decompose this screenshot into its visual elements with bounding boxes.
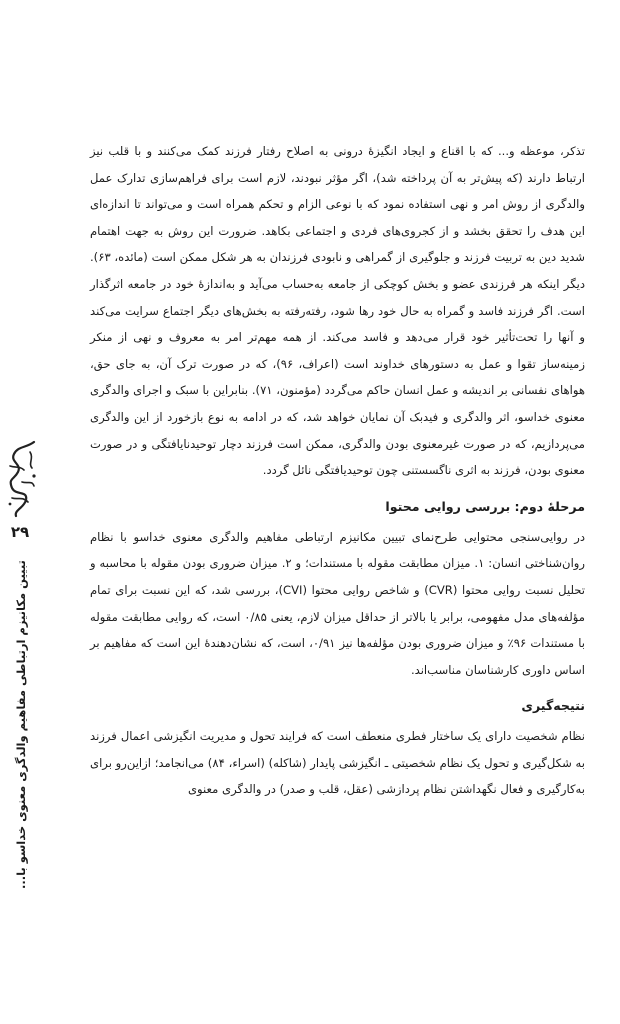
paragraph-content-validity: در روایی‌سنجی محتوایی طرح‌نمای تبیین مکانیزم ارتباطی مفاهیم والدگری معنوی خداسو با نظام روان‌شناختی انسان: ۱. میزان مطابقت مقوله با مستندات؛ و ۲. میزان ضروری بودن مقوله با محاسبه و تحلیل نسبت روایی محتوا (CVR) و شاخص روایی محتوا (CVI)، بررسی شد، که این نسبت برای تمام مؤلفه‌های مدل مفهومی، برابر یا بالاتر از حداقل میزان لازم، یعنی ۰/۸۵ است، که روایی مطابقت مقوله با مستندات ۹۶٪ و میزان ضروری بودن مؤلفه‌ها نیز ۰/۹۱، است، که نشان‌دهندهٔ این است که مفاهیم بر اساس داوری کارشناسان مناسب‌اند. (90, 529, 586, 677)
running-title: تبیین مکانیزم ارتباطی مفاهیم والدگری معنوی خداسو با... (14, 560, 28, 889)
main-text-column (90, 138, 585, 803)
paragraph-amr-nahy: تذکر، موعظه و... که با اقناع و ایجاد انگیزهٔ درونی به اصلاح رفتار فرزند کمک می‌کنند و با قلب نیز ارتباط دارند (که پیش‌تر به آن پرداخته شد)، اگر مؤثر نبودند، لازم است برای فراهم‌سازی تدارک عمل والدگری از روش امر و نهی استفاده نمود که با نوعی الزام و تحکم همراه است و می‌تواند تا اندازه‌ای این هدف را تحقق بخشد و از کجروی‌های فردی و اجتماعی بکاهد. ضرورت این روش به جهت اهتمام شدید دین به تربیت فرزند و جلوگیری از گمراهی و نابودی فرزندان به هر شکل ممکن است (مائده، ۶۳). دیگر اینکه هر فرزندی عضو و بخش کوچکی از جامعه به‌حساب می‌آید و به‌اندازهٔ خود در جامعه اثرگذار است. اگر فرزند فاسد و گمراه به حال خود رها شود، رفته‌رفته به بخش‌های دیگر اجتماع سرایت می‌کند و آنها را تحت‌تأثیر خود قرار می‌دهد و فاسد می‌کند. از همه مهم‌تر امر به معروف و نهی از منکر زمینه‌ساز تقوا و عمل به دستورهای خداوند است (اعراف، ۹۶)، که در صورت ترک آن، به جای حق، هواهای نفسانی بر اندیشه و عمل انسان حاکم می‌گردد (مؤمنون، ۷۱). بنابراین با سبک و اجرای والدگری معنوی خداسو، اثر والدگری و فیدبک آن نمایان خواهد شد، که در ادامه به نوع بازخورد از این والدگری می‌پردازیم، که در صورت غیرمعنوی بودن والدگری، ممکن است فرزند دچار توحیدنایافتگی و در صورت معنوی بودن، فرزند به اثری ناگسستنی چون توحیدیافتگی نائل گردد. (90, 144, 585, 478)
section-heading-conclusion: نتیجه‌گیری (521, 698, 585, 714)
section-heading-content-validity: مرحلهٔ دوم: بررسی روایی محتوا (385, 498, 585, 514)
page-number: ۲۹ (10, 523, 30, 541)
paragraph-conclusion: نظام شخصیت دارای یک ساختار فطری منعطف است که فرایند تحول و مدیریت انگیزشی اعمال فرزند به شکل‌گیری و تحول یک نظام شخصیتی ـ انگیزشی پایدار (شاکله) (اسراء، ۸۴) می‌انجامد؛ ازاین‌رو برای به‌کارگیری و فعال نگهداشتن نظام پردازشی (عقل، قلب و صدر) در والدگری معنوی (90, 729, 585, 797)
calligraphy-journal-logo-icon (4, 438, 42, 518)
